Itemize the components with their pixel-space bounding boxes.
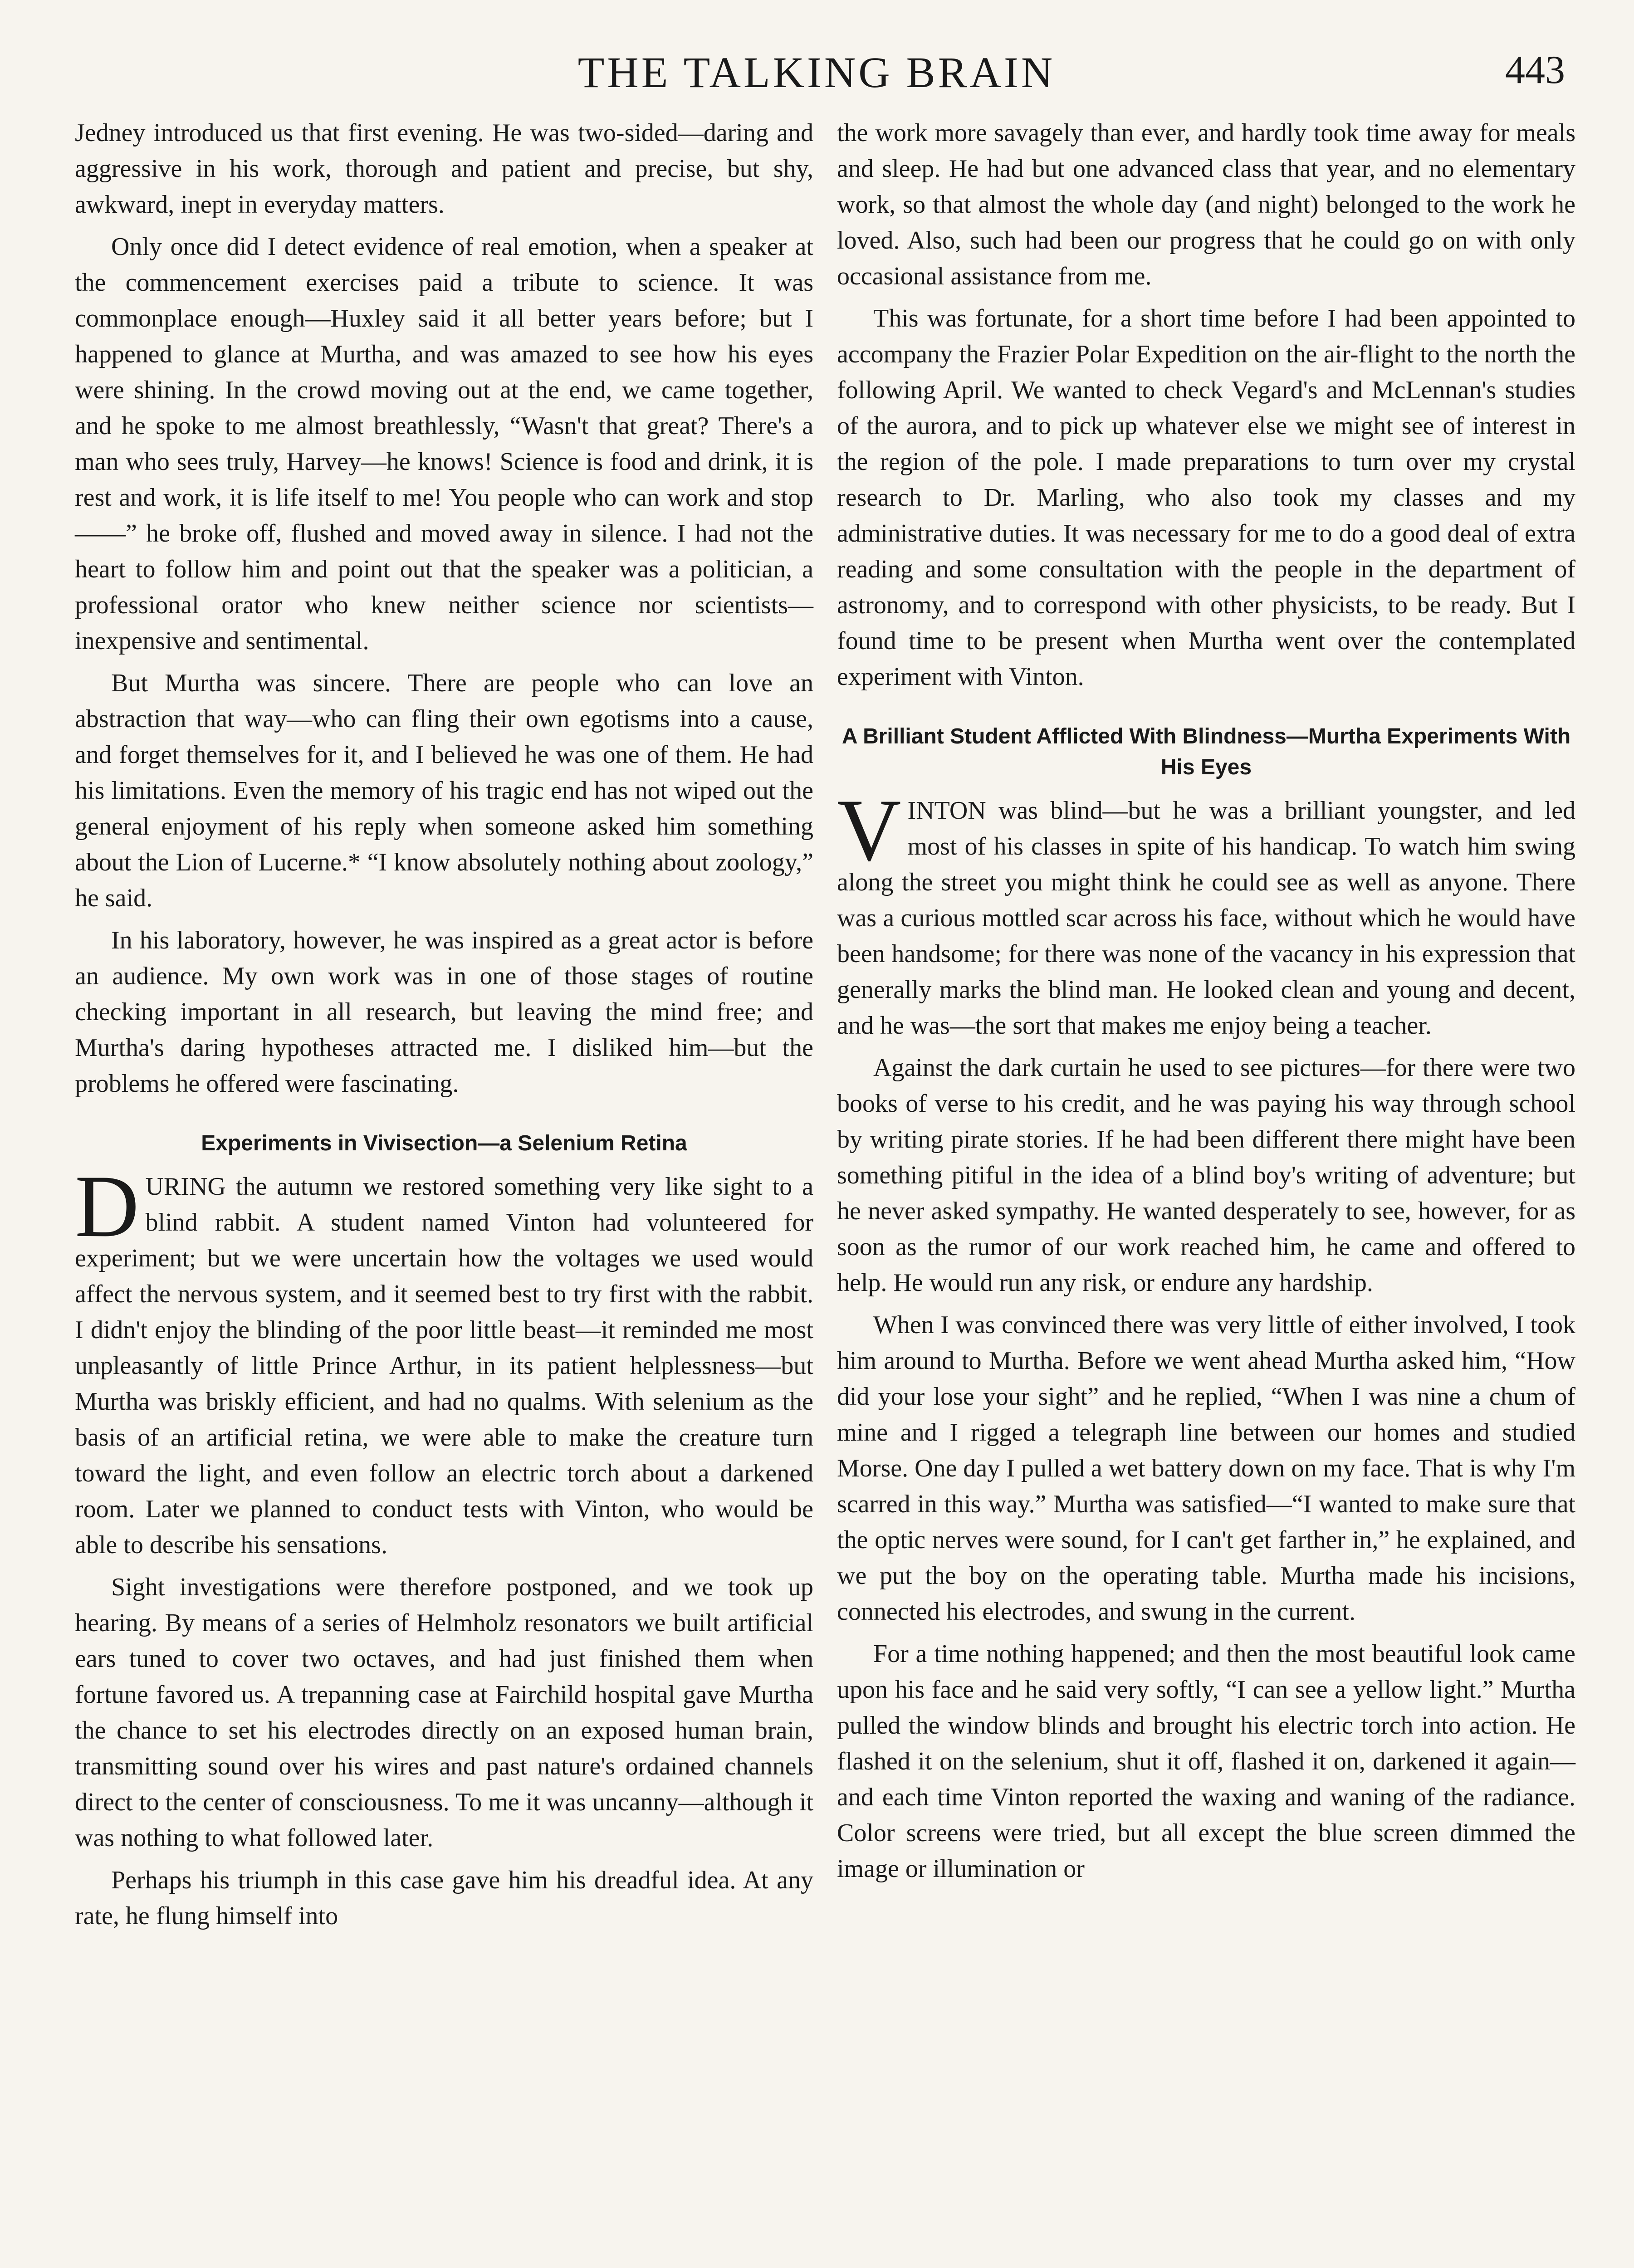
paragraph: Sight investigations were therefore postponed, and we took up hearing. By means of a series of Helmholz resonators we built artificial ears tuned to cover two octaves, and had just finished them when fortune favored us. A trepanning case at Fairchild hospital gave Murtha the chance to set his electrodes directly on an exposed human brain, transmitting sound over his wires and past nature's ordained channels direct to the center of consciousness. To me it was uncanny—although it was nothing to what followed later. [75,1573,813,1852]
drop-cap: V [837,781,901,880]
paragraph: But Murtha was sincere. There are people who can love an abstraction that way—who can fling their own egotisms into a cause, and forget themselves for it, and I believed he was one of them. He had his limitations. Even the memory of his tragic end has not wiped out the general enjoyment of his reply when someone asked him something about the Lion of Lucerne.* “I know absolutely nothing about zoology,” he said. [75,669,813,912]
left-column [75,115,813,1941]
running-title: THE TALKING BRAIN [577,48,1056,97]
paragraph-text: URING the autumn we restored something very like sight to a blind rabbit. A student named Vinton had volunteered for experiment; but we were uncertain how the voltages we used would affect the nervous system, and it seemed best to try first with the rabbit. I didn't enjoy the blinding of the poor little beast—it reminded me most unpleasantly of little Prince Arthur, in its patient helplessness—but Murtha was briskly efficient, and had no qualms. With selenium as the basis of an artificial retina, we were able to make the creature turn toward the light, and even follow an electric torch about a darkened room. Later we planned to conduct tests with Vinton, who would be able to describe his sensations. [75,1173,813,1559]
paragraph: Perhaps his triumph in this case gave him his dreadful idea. At any rate, he flung himself into [75,1866,813,1930]
right-column [837,115,1575,1893]
paragraph: When I was convinced there was very little of either involved, I took him around to Murtha. Before we went ahead Murtha asked him, “How did your lose your sight” and he replied, “When I was nine a chum of mine and I rigged a telegraph line between our homes and studied Morse. One day I pulled a wet battery down on my face. That is why I'm scarred in this way.” Murtha was satisfied—“I wanted to make sure that the optic nerves were sound, for I can't get farther in,” he explained, and we put the boy on the operating table. Murtha made his incisions, connected his electrodes, and swung in the current. [837,1311,1575,1626]
paragraph-dropcap [837,781,1575,1044]
paragraph: In his laboratory, however, he was inspired as a great actor is before an audience. My own work was in one of those stages of routine checking important in all research, but leaving the mind free; and Murtha's daring hypotheses attracted me. I disliked him—but the problems he offered were fascinating. [75,926,813,1098]
paragraph: Against the dark curtain he used to see pictures—for there were two books of verse to his credit, and he was paying his way through school by writing pirate stories. If he had been different there might have been something pitiful in the idea of a blind boy's writing of adventure; but he never asked sympathy. He wanted desperately to see, however, for as soon as the rumor of our work reached him, he came and offered to help. He would run any risk, or endure any hardship. [837,1054,1575,1297]
section-heading: Experiments in Vivisection—a Selenium Retina [201,1131,687,1155]
paragraph: the work more savagely than ever, and hardly took time away for meals and sleep. He had but one advanced class that year, and no elementary work, so that almost the whole day (and night) belonged to the work he loved. Also, such had been our progress that he could go on with only occasional assistance from me. [837,119,1575,290]
drop-cap: D [75,1157,139,1256]
paragraph: Only once did I detect evidence of real emotion, when a speaker at the commencement exercises paid a tribute to science. It was commonplace enough—Huxley said it all better years before; but I happened to glance at Murtha, and was amazed to see how his eyes were shining. In the crowd moving out at the end, we came together, and he spoke to me almost breathlessly, “Wasn't that great? There's a man who sees truly, Harvey—he knows! Science is food and drink, it is rest and work, it is life itself to me! You people who can work and stop——” he broke off, flushed and moved away in silence. I had not the heart to follow him and point out that the speaker was a politician, a professional orator who knew neither science nor scientists—inexpensive and sentimental. [75,233,813,655]
paragraph: Jedney introduced us that first evening. He was two-sided—daring and aggressive in his work, thorough and patient and precise, but shy, awkward, inept in everyday matters. [75,119,813,219]
section-heading: A Brilliant Student Afflicted With Blindness—Murtha Experiments With His Eyes [841,724,1571,779]
paragraph: This was fortunate, for a short time before I had been appointed to accompany the Frazier Polar Expedition on the air-flight to the north the following April. We wanted to check Vegard's and McLennan's studies of the aurora, and to pick up whatever else we might see of interest in the region of the pole. I made preparations to turn over my crystal research to Dr. Marling, who also took my classes and my administrative duties. It was necessary for me to do a good deal of extra reading and some consultation with the people in the department of astronomy, and to correspond with other physicists, to be ready. But I found time to be present when Murtha went over the contemplated experiment with Vinton. [837,304,1575,691]
paragraph-dropcap [75,1157,813,1563]
paragraph: For a time nothing happened; and then the most beautiful look came upon his face and he said very softly, “I can see a yellow light.” Murtha pulled the window blinds and brought his electric torch into action. He flashed it on the selenium, shut it off, flashed it on, darkened it again—and each time Vinton reported the waxing and waning of the radiance. Color screens were tried, but all except the blue screen dimmed the image or illumination or [837,1640,1575,1883]
paragraph-text: INTON was blind—but he was a brilliant youngster, and led most of his classes in spite of his handicap. To watch him swing along the street you might think he could see as well as anyone. There was a curious mottled scar across his face, without which he would have been handsome; for there was none of the vacancy in his expression that generally marks the blind man. He looked clean and young and decent, and he was—the sort that makes me enjoy being a teacher. [837,797,1575,1040]
page-number: 443 [1505,48,1565,92]
